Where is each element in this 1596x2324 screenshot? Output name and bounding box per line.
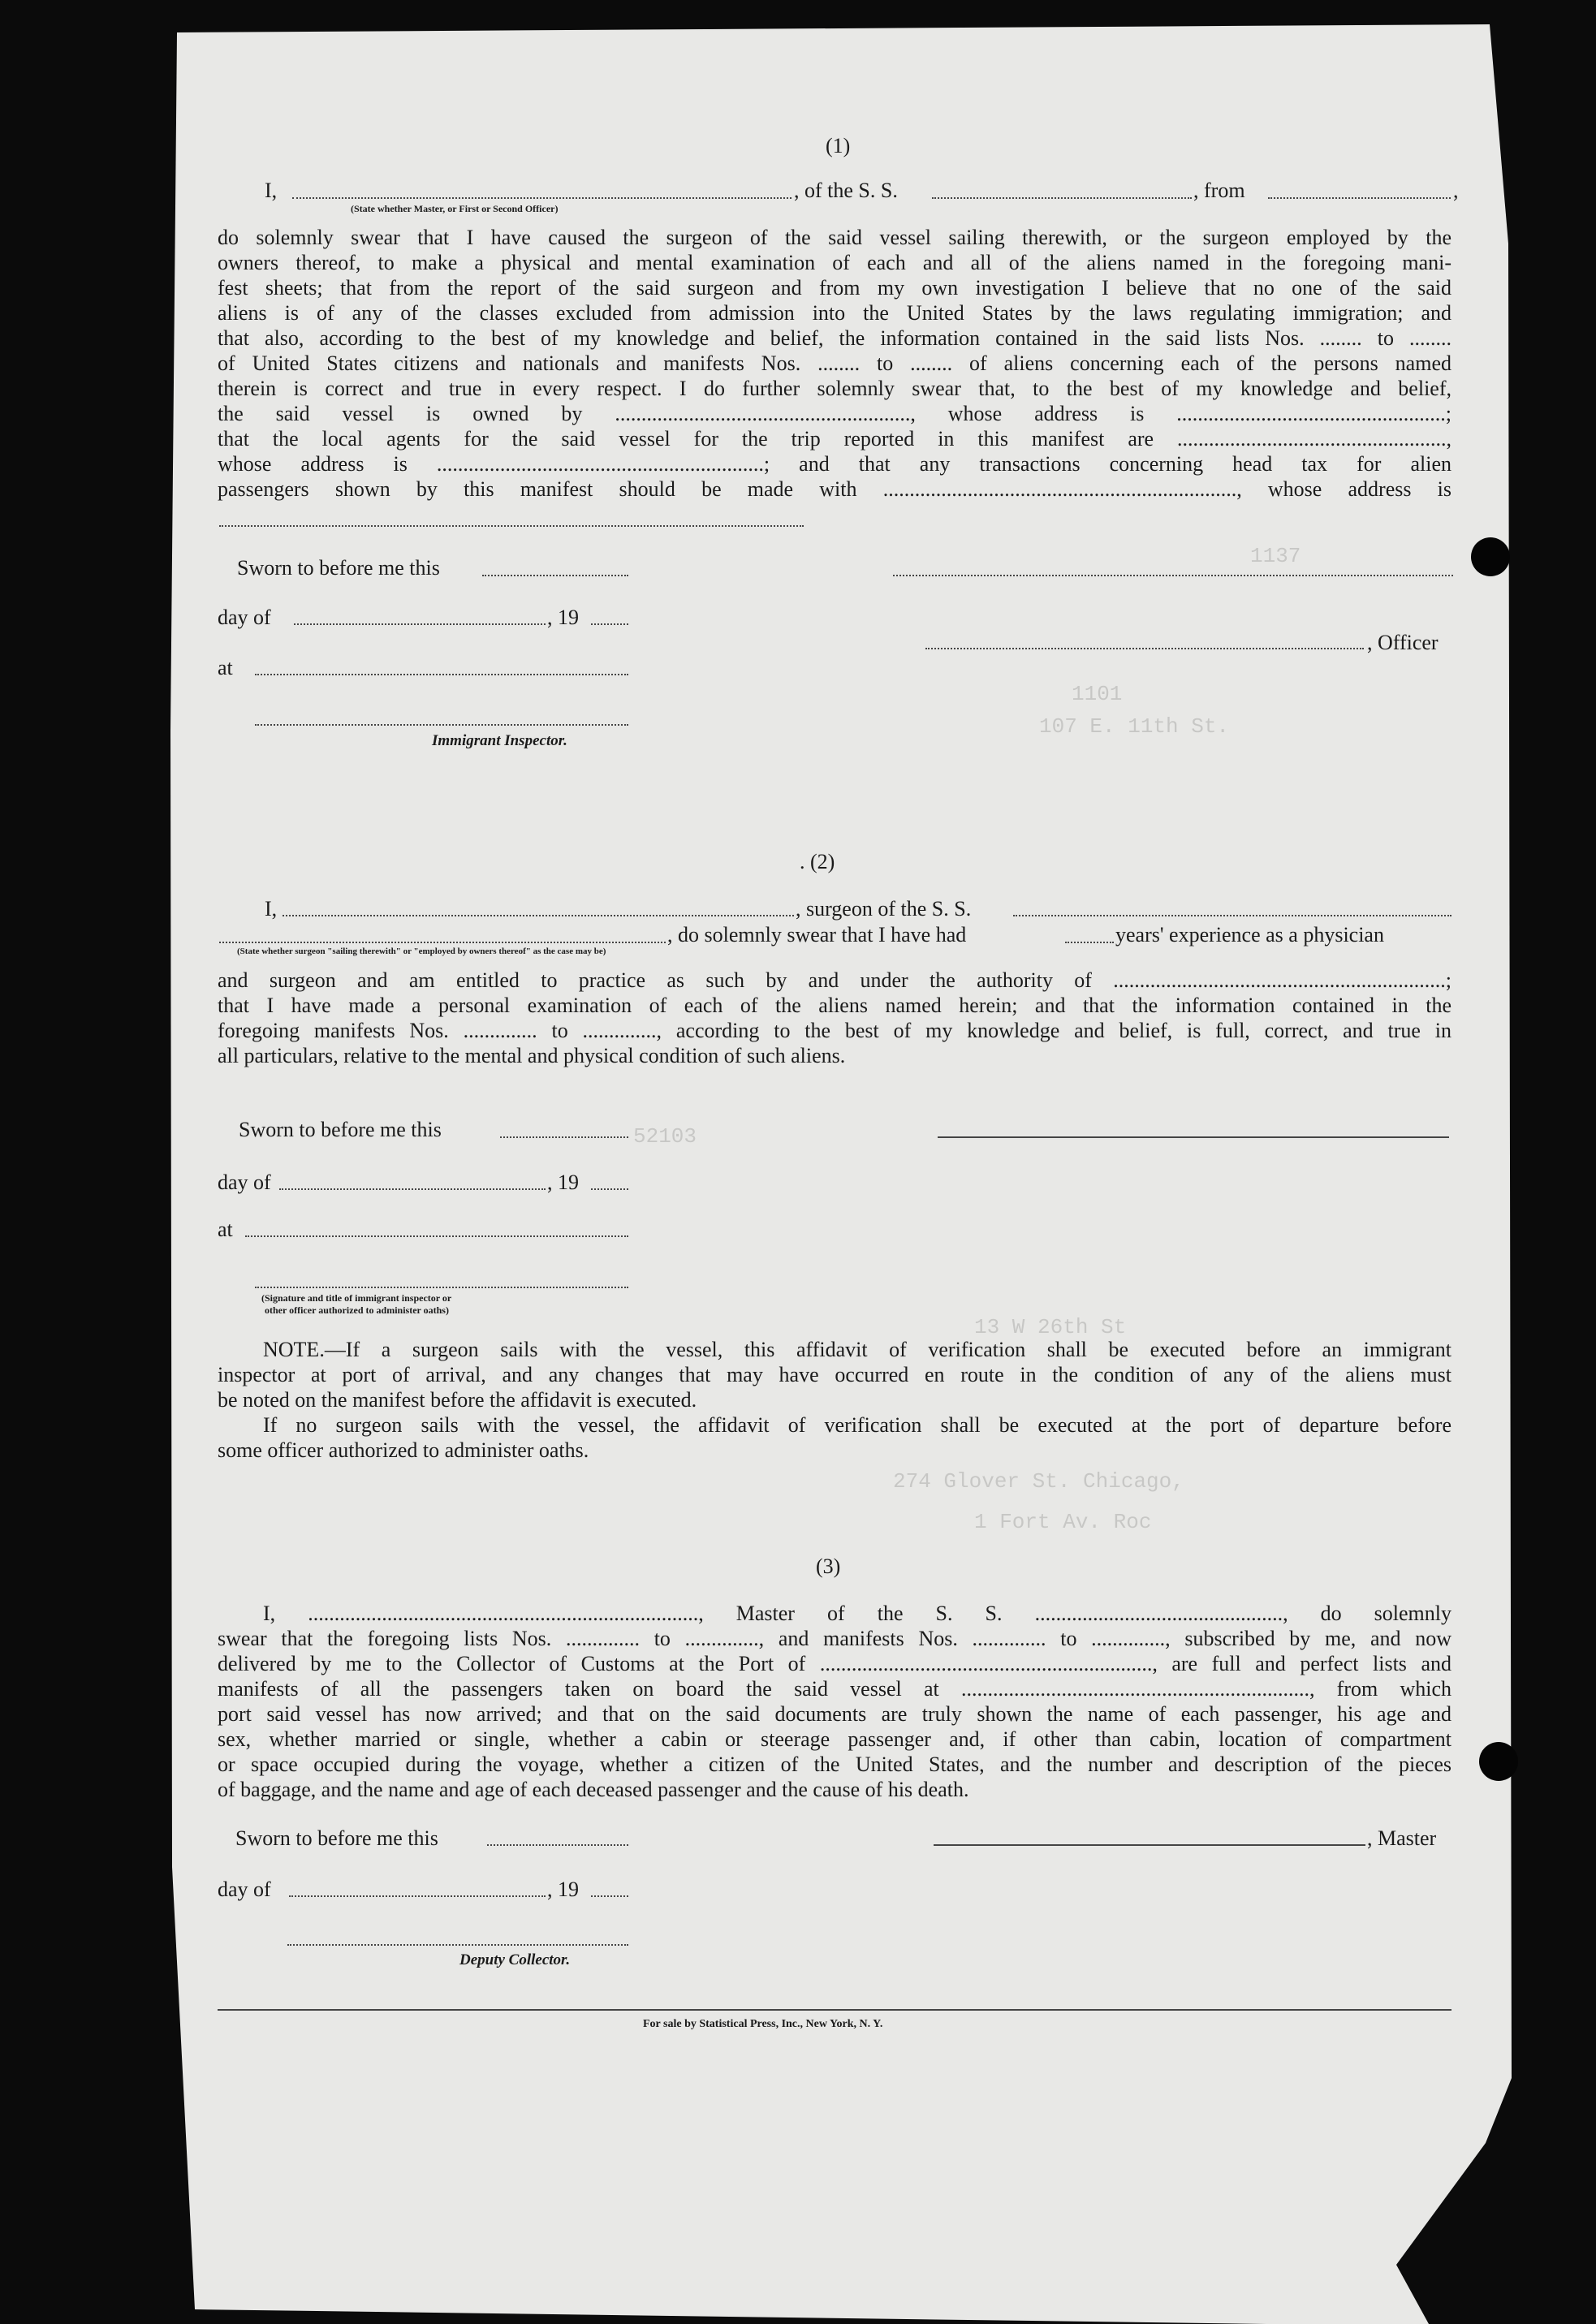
oath-line: owners thereof, to make a physical and mental examination of each and all of the aliens named in the foregoing mani-: [218, 251, 1451, 274]
oath-line: I, .........................................................................., Master of the S. S. ..............................................., do solemnly: [263, 1602, 1451, 1625]
day-of-label-1: day of: [218, 606, 271, 629]
punch-hole-bottom: [1479, 1742, 1518, 1781]
place-field-1[interactable]: [255, 674, 628, 675]
section-1-number: (1): [826, 134, 851, 157]
bleed-through: 1137: [1250, 544, 1301, 568]
of-ss-label: , of the S. S.: [794, 179, 898, 202]
place-field-2[interactable]: [245, 1235, 628, 1237]
note-line: inspector at port of arrival, and any changes that may have occurred en route in the condition of any of the aliens must: [218, 1363, 1451, 1386]
officer-rank-note: (State whether Master, or First or Second Officer): [351, 203, 559, 214]
address-continuation-field[interactable]: [219, 525, 804, 527]
section-1-oath: [218, 225, 1451, 502]
month-field-1[interactable]: [294, 623, 546, 625]
administrator-signature-field[interactable]: [255, 1287, 628, 1288]
signature-note-2: other officer authorized to administer oaths): [265, 1304, 449, 1316]
oath-line: do solemnly swear that I have caused the surgeon of the said vessel sailing therewith, or the surgeon employed by the: [218, 226, 1451, 249]
swear-label: , do solemnly swear that I have had: [667, 923, 967, 946]
inspector-signature-field[interactable]: [255, 724, 628, 726]
surgeon-name-field[interactable]: [283, 915, 794, 916]
port-from-field[interactable]: [1268, 197, 1451, 199]
bleed-through: 107 E. 11th St.: [1039, 714, 1230, 739]
footer-divider: [218, 2009, 1451, 2011]
sworn-label-1: Sworn to before me this: [237, 556, 440, 580]
oath-line: or space occupied during the voyage, whether a citizen of the United States, and the number and description of the pieces: [218, 1753, 1451, 1776]
sworn-label-2: Sworn to before me this: [239, 1118, 442, 1141]
bleed-through: 52103: [633, 1124, 697, 1149]
sworn-date-field-1[interactable]: [482, 575, 628, 576]
year-field-3[interactable]: [591, 1895, 628, 1897]
section-3-oath: [218, 1601, 1451, 1802]
oath-line: therein is correct and true in every respect. I do further solemnly swear that, to the best of my knowledge and belief,: [218, 377, 1451, 400]
deputy-caption: Deputy Collector.: [459, 1951, 571, 1968]
year-field-1[interactable]: [591, 623, 628, 625]
month-field-2[interactable]: [279, 1188, 546, 1190]
punch-hole-top: [1471, 537, 1510, 576]
surgeon-status-note: (State whether surgeon "sailing therewith" or "employed by owners thereof" as the case may be): [237, 946, 606, 956]
oath-line: fest sheets; that from the report of the said surgeon and from my own investigation I believe that no one of the said: [218, 276, 1451, 300]
inspector-caption: Immigrant Inspector.: [432, 732, 567, 749]
section-1-declarant-label: I,: [265, 179, 278, 202]
surgeon-of-label: , surgeon of the S. S.: [796, 897, 972, 921]
officer-signature-field[interactable]: [893, 575, 1453, 576]
note-line: NOTE.—If a surgeon sails with the vessel, this affidavit of verification shall be executed before an immigrant: [263, 1338, 1451, 1361]
oath-line: sex, whether married or single, whether a cabin or steerage passenger and, if other than cabin, location of compartment: [218, 1727, 1451, 1751]
oath-line: that the local agents for the said vessel for the trip reported in this manifest are ...................................................,: [218, 427, 1451, 451]
year-field-2[interactable]: [591, 1188, 628, 1190]
oath-line: delivered by me to the Collector of Customs at the Port of ..............................................................., are full and perfect lists and: [218, 1652, 1451, 1675]
sworn-date-field-2[interactable]: [500, 1136, 628, 1138]
oath-line: aliens is of any of the classes excluded from admission into the United States by the laws regulating immigration; and: [218, 301, 1451, 325]
oath-line: and surgeon and am entitled to practice as such by and under the authority of ...............................................................;: [218, 968, 1451, 992]
month-field-3[interactable]: [289, 1895, 546, 1897]
from-label: , from: [1193, 179, 1245, 202]
at-label-1: at: [218, 656, 233, 679]
bleed-through: 13 W 26th St: [974, 1315, 1127, 1339]
sworn-date-field-3[interactable]: [487, 1844, 628, 1846]
officer-label: , Officer: [1367, 631, 1439, 654]
oath-line: foregoing manifests Nos. .............. to .............., according to the best of my knowledge and belief, is full, correct, and true in: [218, 1019, 1451, 1042]
experience-label: years' experience as a physician: [1115, 923, 1384, 946]
surgeon-declarant-label: I,: [265, 897, 278, 921]
oath-line: of baggage, and the name and age of each deceased passenger and the cause of his death.: [218, 1778, 969, 1801]
year-label-3: , 19: [547, 1878, 579, 1901]
note-line: If no surgeon sails with the vessel, the affidavit of verification shall be executed at the port of departure before: [263, 1413, 1451, 1437]
ship-name-field[interactable]: [932, 197, 1192, 199]
note-paragraph-2: [218, 1412, 1451, 1463]
footer-imprint: For sale by Statistical Press, Inc., New York, N. Y.: [643, 2018, 883, 2030]
section-2-oath: [218, 968, 1451, 1068]
master-signature-field[interactable]: [934, 1844, 1365, 1846]
section-3-number: (3): [816, 1554, 841, 1578]
oath-line: swear that the foregoing lists Nos. .............. to .............., and manifests Nos. .............. to .............., subscribed by me, and now: [218, 1627, 1451, 1650]
day-of-label-2: day of: [218, 1171, 271, 1194]
surgeon-status-field[interactable]: [219, 942, 666, 943]
oath-line: of United States citizens and nationals and manifests Nos. ........ to ........ of aliens concerning each of the persons named: [218, 351, 1451, 375]
day-of-label-3: day of: [218, 1878, 271, 1901]
oath-line: whose address is ..............................................................; and that any transactions concerning head tax for alien: [218, 452, 1451, 476]
oath-line: the said vessel is owned by ........................................................, whose address is ...................................................;: [218, 402, 1451, 425]
surgeon-ship-field[interactable]: [1013, 915, 1451, 916]
oath-line: passengers shown by this manifest should be made with ..................................................................., whose address is: [218, 477, 1451, 501]
years-field[interactable]: [1065, 942, 1114, 943]
surgeon-signature-field[interactable]: [938, 1136, 1449, 1138]
at-label-2: at: [218, 1218, 233, 1241]
year-label-2: , 19: [547, 1171, 579, 1194]
oath-line: manifests of all the passengers taken on board the said vessel at .................................................................., from which: [218, 1677, 1451, 1701]
oath-line: all particulars, relative to the mental and physical condition of such aliens.: [218, 1044, 846, 1067]
note-line: some officer authorized to administer oaths.: [218, 1438, 589, 1462]
bleed-through: 1 Fort Av. Roc: [974, 1510, 1152, 1534]
comma: ,: [1453, 179, 1459, 202]
note-line: be noted on the manifest before the affidavit is executed.: [218, 1388, 697, 1412]
year-label-1: , 19: [547, 606, 579, 629]
bleed-through: 274 Glover St. Chicago,: [893, 1469, 1184, 1494]
sworn-label-3: Sworn to before me this: [235, 1826, 438, 1850]
oath-line: that I have made a personal examination of each of the aliens named herein; and that the information contained in the: [218, 994, 1451, 1017]
oath-line: that also, according to the best of my knowledge and belief, the information contained in the said lists Nos. ........ to ........: [218, 326, 1451, 350]
officer-name-field[interactable]: [292, 197, 792, 199]
officer-title-field[interactable]: [925, 648, 1364, 649]
deputy-signature-field[interactable]: [287, 1944, 628, 1946]
signature-note-1: (Signature and title of immigrant inspector or: [261, 1292, 452, 1304]
section-2-number: . (2): [800, 850, 835, 873]
bleed-through: 1101: [1072, 682, 1123, 706]
master-label: , Master: [1367, 1826, 1437, 1850]
oath-line: port said vessel has now arrived; and that on the said documents are truly shown the name of each passenger, his age and: [218, 1702, 1451, 1726]
note-paragraph-1: [218, 1337, 1451, 1412]
